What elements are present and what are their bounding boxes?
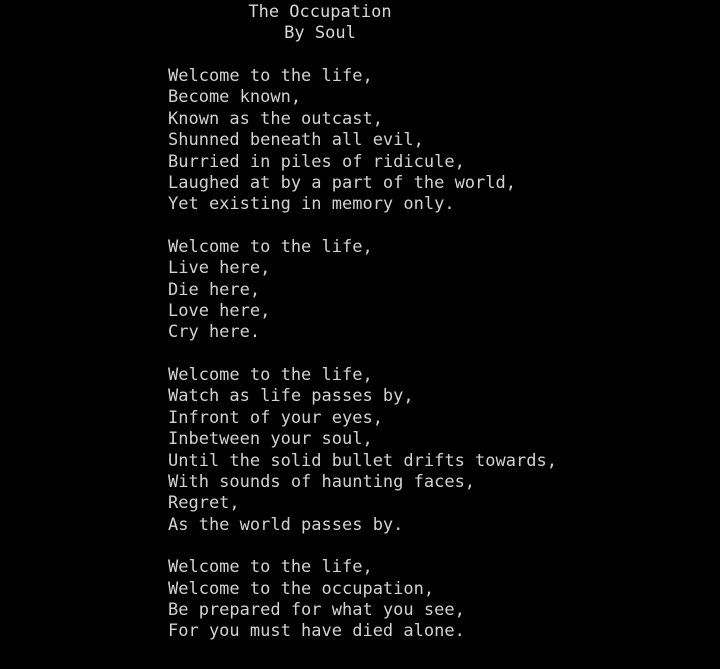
poem-line: Watch as life passes by, xyxy=(168,386,414,407)
stanza xyxy=(168,365,720,536)
poem-line: Burried in piles of ridicule, xyxy=(168,151,465,172)
poem-line: Known as the outcast, xyxy=(168,108,383,129)
page-title: The Occupation xyxy=(248,2,392,22)
poem-line: Welcome to the occupation, xyxy=(168,578,435,599)
poem-line: Welcome to the life, xyxy=(168,557,373,578)
poem-line: Cry here. xyxy=(168,322,261,343)
poem-line: Regret, xyxy=(168,493,240,514)
poem-line: With sounds of haunting faces, xyxy=(168,471,476,492)
poem-line: Live here, xyxy=(168,258,271,279)
poem-line: As the world passes by. xyxy=(168,514,404,535)
poem-line: Until the solid bullet drifts towards, xyxy=(168,450,557,471)
poem-line: Become known, xyxy=(168,87,302,108)
title-block xyxy=(0,0,640,44)
poem-line: Love here, xyxy=(168,301,271,322)
poem-line: Inbetween your soul, xyxy=(168,429,373,450)
poem-line: Die here, xyxy=(168,279,261,300)
poem-line: Welcome to the life, xyxy=(168,66,373,86)
poem-line: Infront of your eyes, xyxy=(168,407,383,428)
stanza xyxy=(168,557,720,643)
poem-line: Be prepared for what you see, xyxy=(168,599,465,620)
stanza xyxy=(168,66,720,216)
poem-line: Yet existing in memory only. xyxy=(168,194,455,215)
poem-line: Shunned beneath all evil, xyxy=(168,130,424,151)
poem-line: For you must have died alone. xyxy=(168,621,465,642)
author-byline: By Soul xyxy=(284,23,356,43)
poem-body xyxy=(0,66,720,643)
poem-line: Laughed at by a part of the world, xyxy=(168,173,516,194)
stanza xyxy=(168,237,720,344)
poem-line: Welcome to the life, xyxy=(168,364,373,385)
poem-line: Welcome to the life, xyxy=(168,236,373,257)
